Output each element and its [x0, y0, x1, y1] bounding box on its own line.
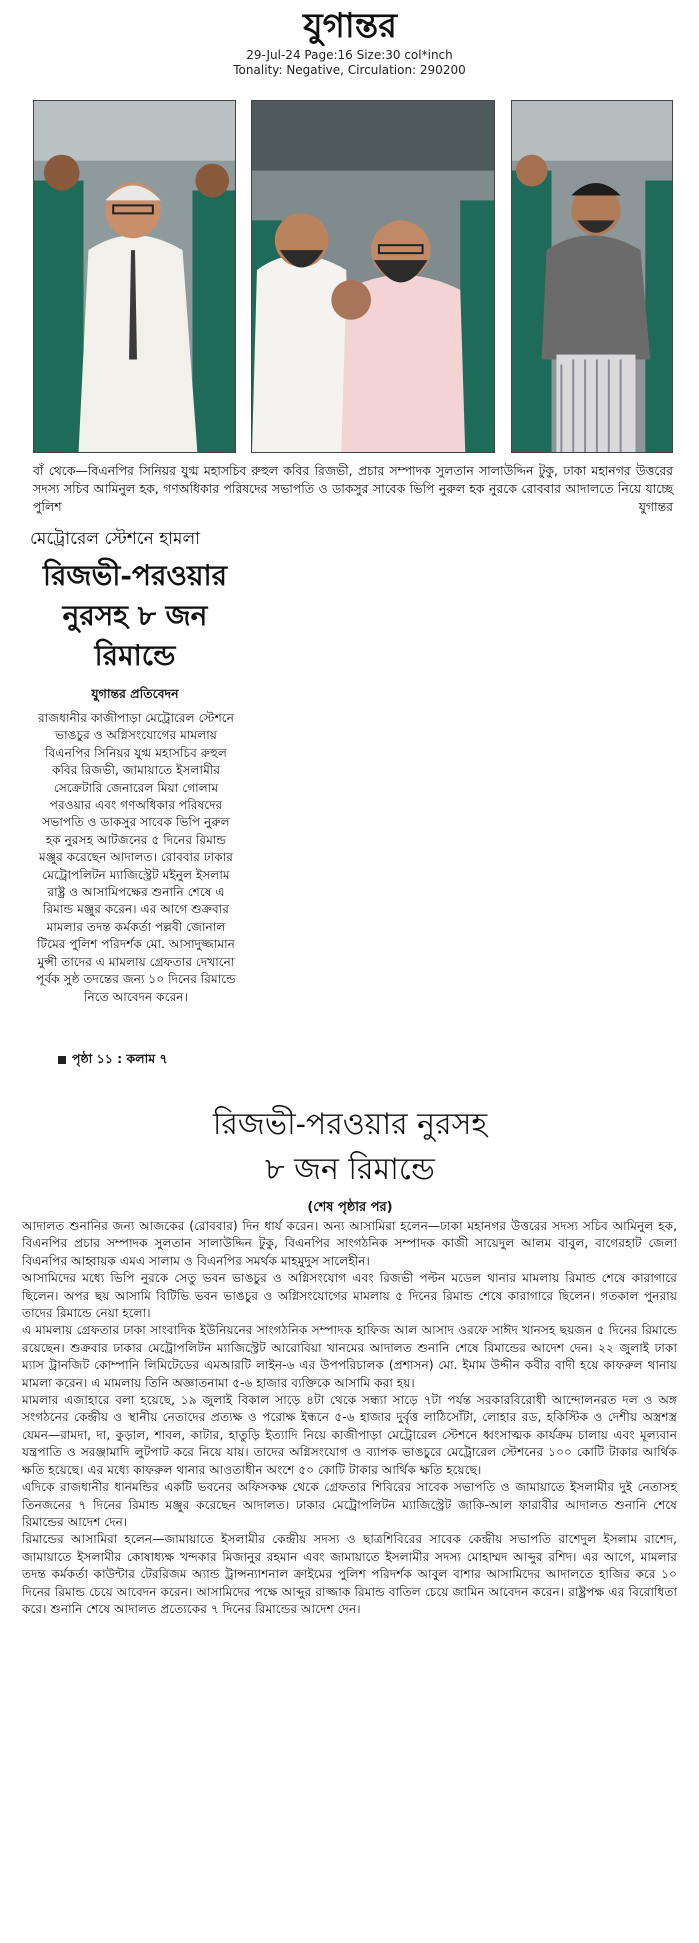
- paragraph: রিমান্ডের আসামিরা হলেন—জামায়াতে ইসলামীর কেন্দ্রীয় সদস্য ও ছাত্রশিবিরের সাবেক কেন্দ্রীয় সভাপতি রাশেদুল ইসলাম রাশেদ, জামায়াতে ইসলামীর কোষাধ্যক্ষ খন্দকার মিজানুর রহমান এবং জামায়াতে ইসলামীর সদস্য মোহাম্মদ আব্দুর রশিদ। এর আগে, মামলার তদন্ত কর্মকর্তা কাউন্টার টেররিজম অ্যান্ড ট্রান্সন্যাশনাল ক্রাইমের পুলিশ পরিদর্শক আবুল বাশার আসামিদের আদালতে হাজির করে ১০ দিনের রিমান্ড চেয়ে আবেদন করেন। আসামিদের পক্ষে আব্দুর রাজ্জাক রিমান্ড বাতিল চেয়ে জামিন আবেদন করেন। রাষ্ট্রপক্ষ এর বিরোধিতা করে। শুনানি শেষে আদালত প্রত্যেকের ৭ দিনের রিমান্ডের আদেশ দেন।: [22, 1532, 677, 1616]
- photo-caption: [33, 462, 673, 516]
- photo-strip: [33, 100, 673, 453]
- article1-kicker: মেট্রোরেল স্টেশনে হামলা: [30, 529, 201, 549]
- photo-caption-text: বাঁ থেকে—বিএনপির সিনিয়র যুগ্ম মহাসচিব রুহুল কবির রিজভী, প্রচার সম্পাদক সুলতান সালাউদ্দিন টুকু, ঢাকা মহানগর উত্তরের সদস্য সচিব আমিনুল হক, গণঅধিকার পরিষদের সভাপতি ও ডাকসুর সাবেক ভিপি নুরুল হক নুরকে রোববার আদালতে নিয়ে যাচ্ছে পুলিশ: [33, 463, 673, 514]
- clipping-meta-date: 29-Jul-24 Page:16 Size:30 col*inch: [246, 48, 453, 62]
- clipping-meta-tonality: Tonality: Negative, Circulation: 290200: [233, 63, 466, 77]
- photo-credit: যুগান্তর: [638, 499, 673, 514]
- paragraph: আসামিদের মধ্যে ভিপি নুরকে সেতু ভবন ভাঙচুর ও অগ্নিসংযোগ এবং রিজভী পল্টন মডেল থানার মামলায় রিমান্ড শেষে কারাগারে ছিলেন। অপর ছয় আসামি বিটিভি ভবন ভাঙচুর ও অগ্নিসংযোগের মামলায় ৫ দিনের রিমান্ড শেষে কারাগারে ছিলেন। গতকাল পুনরায় তাদের রিমান্ডে নেয়া হলো।: [22, 1271, 677, 1321]
- article1-byline: যুগান্তর প্রতিবেদন: [91, 686, 179, 701]
- article2-body: [22, 1218, 677, 1618]
- article2-subhead: (শেষ পৃষ্ঠার পর): [307, 1200, 393, 1215]
- headline-line: নুরসহ ৮ জন: [62, 599, 208, 632]
- svg-text:যুগান্তর: যুগান্তর: [303, 6, 397, 46]
- newspaper-logo: [255, 2, 445, 46]
- article1-continuation: [58, 1051, 168, 1071]
- headline-line: ৮ জন রিমান্ডে: [265, 1152, 435, 1187]
- article1-headline: [30, 556, 240, 676]
- paragraph: এদিকে রাজধানীর ধানমন্ডির একটি ভবনের অফিসকক্ষ থেকে গ্রেফতার শিবিরের সাবেক সভাপতি ও জামায়াতে ইসলামীর দুই নেতাসহ তিনজনের ৭ দিনের রিমান্ড মঞ্জুর করেছেন আদালত। ঢাকার মেট্রোপলিটন ম্যাজিস্ট্রেট জাকি-আল ফারাবীর আদালত শুনানি শেষে রিমান্ডের আদেশ দেন।: [22, 1480, 677, 1529]
- headline-line: রিজভী-পরওয়ার: [43, 559, 227, 592]
- photo-nur: [511, 100, 673, 453]
- headline-line: রিজভী-পরওয়ার নুরসহ: [212, 1107, 488, 1142]
- paragraph: এ মামলায় গ্রেফতার ঢাকা সাংবাদিক ইউনিয়নের সাংগঠনিক সম্পাদক হাফিজ আল আসাদ ওরফে সাঈদ খানসহ ছয়জন ৫ দিনের রিমান্ডে রয়েছেন। শুক্রবার ঢাকার মেট্রোপলিটন ম্যাজিস্ট্রেট আরোবিয়া খানমের আদালত শুনানি শেষে রিমান্ডের আদেশ দেন। ২২ জুলাই ঢাকা ম্যাস ট্রানজিট কোম্পানি লিমিটেডের এমআরটি লাইন-৬ এর উপপরিচালক (প্রশাসন) মো. ইমাম উদ্দীন কবীর বাদী হয়ে কাফরুল থানায় মামলা করেন। এ মামলায় তিনি অজ্ঞাতনামা ৫-৬ হাজার ব্যক্তিকে আসামি করা হয়।: [22, 1323, 677, 1390]
- photo-tuku-aminul: [251, 100, 495, 453]
- article1-body: রাজধানীর কাজীপাড়া মেট্রোরেল স্টেশনে ভাঙচুর ও অগ্নিসংযোগের মামলায় বিএনপির সিনিয়র যুগ্ম মহাসচিব রুহুল কবির রিজভী, জামায়াতে ইসলামীর সেক্রেটারি জেনারেল মিয়া গোলাম পরওয়ার এবং গণঅধিকার পরিষদের সভাপতি ও ডাকসুর সাবেক ভিপি নুরুল হক নুরসহ আটজনের ৫ দিনের রিমান্ড মঞ্জুর করেছেন আদালত। রোববার ঢাকার মেট্রোপলিটন ম্যাজিস্ট্রেট মইনুল ইসলাম রাষ্ট্র ও আসামিপক্ষের শুনানি শেষে এ রিমান্ড মঞ্জুর করেন। এর আগে শুক্রবার মামলার তদন্ত কর্মকর্তা পল্লবী জোনাল টিমের পুলিশ পরিদর্শক মো. আসাদুজ্জামান মুন্সী তাদের এ মামলায় গ্রেফতার দেখানো পূর্বক সুষ্ঠ তদন্তের জন্য ১০ দিনের রিমান্ডে নিতে আবেদন করেন।: [36, 711, 236, 1004]
- paragraph: মামলার এজাহারে বলা হয়েছে, ১৯ জুলাই বিকাল সাড়ে ৪টা থেকে সন্ধ্যা সাড়ে ৭টা পর্যন্ত সরকারবিরোধী আন্দোলনরত দল ও অঙ্গ সংগঠনের কেন্দ্রীয় ও স্থানীয় নেতাদের প্রত্যক্ষ ও পরোক্ষ ইন্ধনে ৫-৬ হাজার দুর্বৃত্ত লাঠিসোঁটা, লোহার রড, হকিস্টিক ও দেশীয় অস্ত্রশস্ত্র যেমন—রামদা, দা, কুড়াল, শাবল, কাটার, হাতুড়ি ইত্যাদি নিয়ে কাজীপাড়া মেট্রোরেল স্টেশনে ধ্বংসাত্মক কার্যক্রম চালায় এবং মূল্যবান যন্ত্রপাতি ও সরঞ্জামাদি লুটপাট করে নিয়ে যায়। তাদের অগ্নিসংযোগ ও ব্যাপক ভাঙচুরে মেট্রোরেল স্টেশনের ১০০ কোটি টাকার আর্থিক ক্ষতি হয়েছে। এর মধ্যে কাফরুল থানার আওতাধীন অংশে ৫০ কোটি টাকার আর্থিক ক্ষতি হয়েছে।: [22, 1393, 677, 1477]
- paragraph: আদালত শুনানির জন্য আজকের (রোববার) দিন ধার্য করেন। অন্য আসামিরা হলেন—ঢাকা মহানগর উত্তরের সদস্য সচিব আমিনুল হক, বিএনপির প্রচার সম্পাদক সুলতান সালাউদ্দিন টুকু, বিএনপির সাংগঠনিক সম্পাদক কাজী সায়েদুল আলম বাবুল, বাগেরহাট জেলা বিএনপির আহ্বায়ক এমএ সালাম ও বিএনপির সমর্থক মাহমুদুস সালেহীন।: [22, 1219, 678, 1268]
- headline-line: রিমান্ডে: [94, 639, 176, 672]
- square-bullet-icon: [58, 1056, 66, 1064]
- photo-rizvi: [33, 100, 236, 453]
- continuation-label: পৃষ্ঠা ১১ : কলাম ৭: [72, 1051, 168, 1066]
- article2-headline: [30, 1102, 670, 1192]
